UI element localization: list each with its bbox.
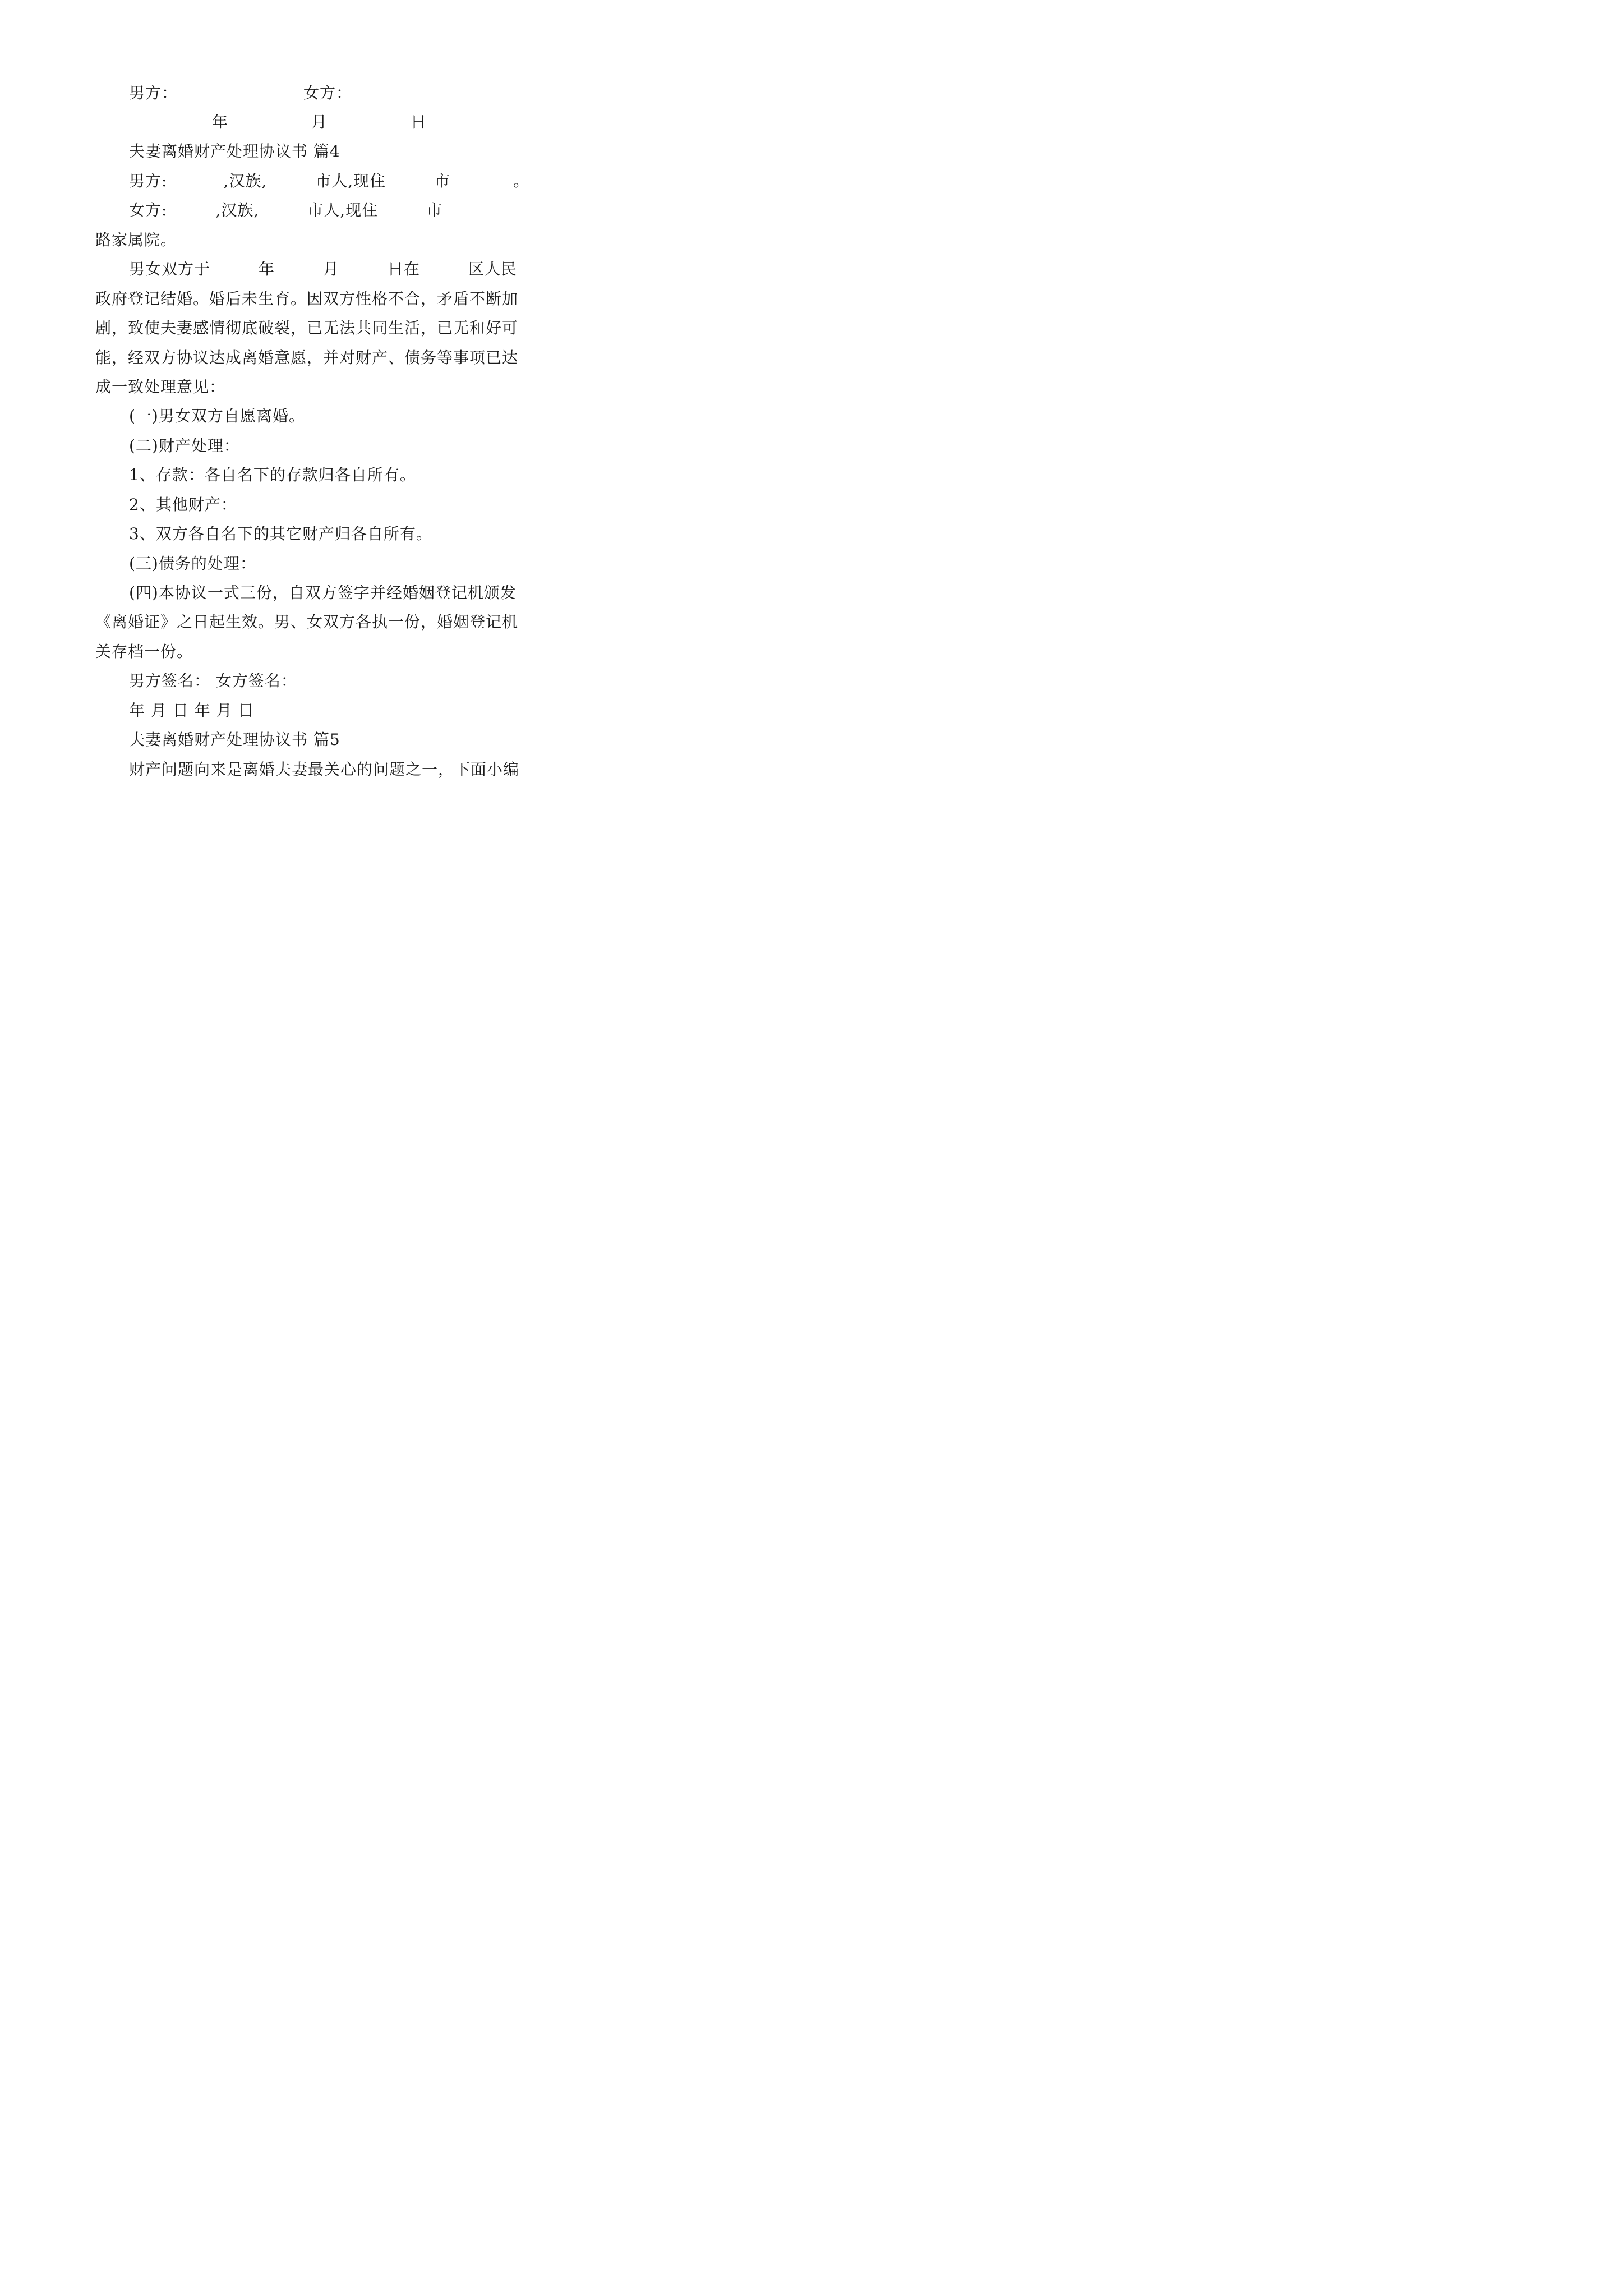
female-party-label: 女方: xyxy=(129,201,168,219)
female-city-person: 市人,现住 xyxy=(307,201,379,219)
section5-title: 夫妻离婚财产处理协议书 篇5 xyxy=(129,730,340,749)
female-party-line xyxy=(0,198,612,223)
male-end: 。 xyxy=(513,172,530,190)
male-city-blank[interactable] xyxy=(386,170,434,186)
clause4-line: 《离婚证》之日起生效。男、女双方各执一份，婚姻登记机 xyxy=(95,613,519,631)
document-page xyxy=(0,0,612,866)
section5-intro: 财产问题向来是离婚夫妻最关心的问题之一，下面小编 xyxy=(129,760,520,779)
female-signature-blank[interactable] xyxy=(352,82,477,98)
day-label: 日 xyxy=(411,113,427,131)
marriage-intro-line xyxy=(0,257,612,282)
marriage-district-label: 区人民 xyxy=(468,260,518,278)
male-party-label: 男方: xyxy=(129,172,168,190)
female-city-blank[interactable] xyxy=(378,199,426,215)
male-hometown-blank[interactable] xyxy=(267,170,315,186)
paragraph-line: 政府登记结婚。婚后未生育。因双方性格不合，矛盾不断加 xyxy=(95,289,519,308)
male-label: 男方： xyxy=(129,84,178,102)
paragraph-line: 剧，致使夫妻感情彻底破裂，已无法共同生活，已无和好可 xyxy=(95,319,519,337)
month-blank[interactable] xyxy=(228,111,311,127)
clause4-line: 关存档一份。 xyxy=(95,642,193,661)
marriage-district-blank[interactable] xyxy=(420,258,468,274)
marriage-month-blank[interactable] xyxy=(275,258,323,274)
male-city-label: 市 xyxy=(434,172,451,190)
male-address-blank[interactable] xyxy=(450,170,513,186)
paragraph-line: 成一致处理意见： xyxy=(95,378,226,396)
item-line: (一)男女双方自愿离婚。 xyxy=(129,407,305,425)
day-blank[interactable] xyxy=(328,111,411,127)
female-label: 女方： xyxy=(303,84,353,102)
marriage-day-label: 日在 xyxy=(388,260,421,278)
marriage-year-blank[interactable] xyxy=(210,258,259,274)
female-name-blank[interactable] xyxy=(175,199,215,215)
clause4-line: (四)本协议一式三份，自双方签字并经婚姻登记机颁发 xyxy=(129,583,517,602)
marriage-year-label: 年 xyxy=(259,260,275,278)
item-line: (三)债务的处理： xyxy=(129,554,256,573)
month-label: 月 xyxy=(311,113,328,131)
signature-dates: 年 月 日 年 月 日 xyxy=(129,701,255,720)
item-line: 1、存款：各自名下的存款归各自所有。 xyxy=(129,466,416,484)
female-address-blank[interactable] xyxy=(442,199,505,215)
male-name-blank[interactable] xyxy=(175,170,223,186)
paragraph-line: 能，经双方协议达成离婚意愿，并对财产、债务等事项已达 xyxy=(95,348,519,367)
marriage-prefix: 男女双方于 xyxy=(129,260,211,278)
signature-line-top xyxy=(0,81,612,105)
marriage-month-label: 月 xyxy=(323,260,340,278)
female-ethnicity: ,汉族, xyxy=(215,201,260,219)
male-party-line xyxy=(0,169,612,194)
item-line: 2、其他财产： xyxy=(129,495,237,514)
year-label: 年 xyxy=(212,113,229,131)
item-line: 3、双方各自名下的其它财产归各自所有。 xyxy=(129,524,432,543)
female-city-label: 市 xyxy=(426,201,443,219)
male-ethnicity: ,汉族, xyxy=(223,172,268,190)
female-address-end: 路家属院。 xyxy=(95,231,177,249)
date-line-top xyxy=(0,110,612,135)
signature-labels: 男方签名： 女方签名： xyxy=(129,671,297,690)
female-hometown-blank[interactable] xyxy=(259,199,307,215)
marriage-day-blank[interactable] xyxy=(339,258,388,274)
male-city-person: 市人,现住 xyxy=(315,172,386,190)
item-line: (二)财产处理： xyxy=(129,436,240,455)
section4-title: 夫妻离婚财产处理协议书 篇4 xyxy=(129,142,340,160)
male-signature-blank[interactable] xyxy=(178,82,303,98)
year-blank[interactable] xyxy=(129,111,212,127)
